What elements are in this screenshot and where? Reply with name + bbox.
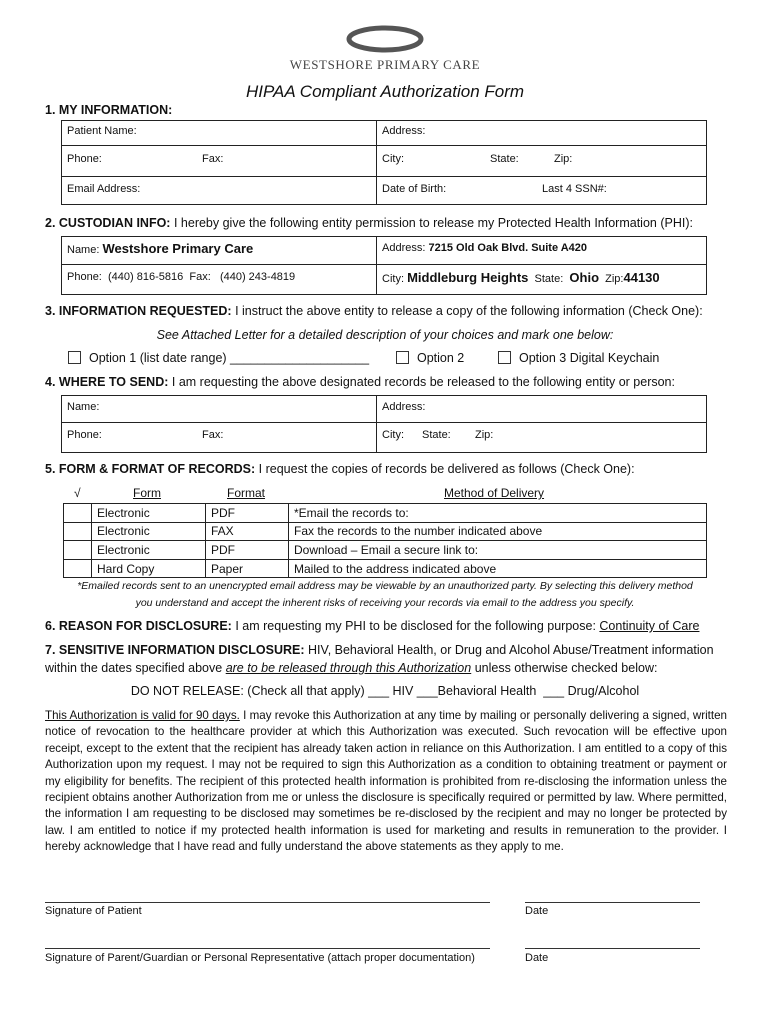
section7-heading: 7. SENSITIVE INFORMATION DISCLOSURE: HIV, Behavioral Health, or Drug and Alcohol Abuse/Treatment information: [45, 643, 714, 657]
recipient-phone-fax-field[interactable]: Phone: Fax:: [62, 423, 377, 453]
form-title: HIPAA Compliant Authorization Form: [245, 82, 525, 101]
patient-address-field[interactable]: Address:: [377, 121, 707, 146]
option1-box-icon: [68, 351, 81, 364]
disclosure-purpose: Continuity of Care: [599, 619, 700, 633]
section6-heading: 6. REASON FOR DISCLOSURE: I am requesting my PHI to be disclosed for the following purpose: Continuity of Care: [45, 619, 700, 633]
patient-phone-fax-field[interactable]: Phone: Fax:: [62, 146, 377, 177]
section5-heading: 5. FORM & FORMAT OF RECORDS: I request the copies of records be delivered as follows (Check One):: [45, 462, 635, 476]
check-column-header: √: [74, 486, 81, 500]
email-disclaimer-line2: you understand and accept the inherent risks of receiving your records via email to the address you specify.: [135, 597, 635, 609]
authorization-paragraph: This Authorization is valid for 90 days. I may revoke this Authorization at any time by mailing or personally delivering a signed, written notice of revocation to the healthcare provider at which this Authorization was executed. Such revocation will be effective upon receipt, except to the extent that the recipient has already taken action in reliance on this Authorization. I am entitled to a copy of this Authorization upon my request. I may not be required to sign this Authorization as a condition to obtaining treatment or payment or my eligibility for benefits. The recipient of this protected health information is prohibited from re-disclosing the information unless the recipient obtains another Authorization from me or unless the disclosure is specifically required or permitted by law. Where permitted, the information I am requesting to be disclosed may sometimes be re-disclosed by the recipient and may no longer be protected by law. I am entitled to notice if my protected health information is used for marketing and results in remuneration to the provider. I hereby acknowledge that I have read and fully understand the above statements as they apply to me.: [45, 709, 727, 854]
delivery-row[interactable]: Electronic PDF Download – Email a secure link to:: [64, 541, 707, 560]
delivery-check-cell[interactable]: [64, 541, 92, 560]
patient-signature-line[interactable]: [45, 902, 490, 903]
section3-note: See Attached Letter for a detailed description of your choices and mark one below:: [156, 328, 614, 342]
patient-email-field[interactable]: Email Address:: [62, 177, 377, 205]
delivery-row[interactable]: Hard Copy Paper Mailed to the address indicated above: [64, 559, 707, 578]
option2-box-icon: [396, 351, 409, 364]
section3-heading: 3. INFORMATION REQUESTED: I instruct the above entity to release a copy of the following information (Check One):: [45, 304, 703, 318]
format-column-header: Format: [227, 486, 266, 500]
recipient-name-field[interactable]: Name:: [62, 396, 377, 423]
patient-city-state-zip-field[interactable]: City: State: Zip:: [377, 146, 707, 177]
patient-date-label: Date: [525, 905, 549, 917]
section7-text: within the dates specified above are to be released through this Authorization unless otherwise checked below:: [45, 661, 658, 675]
patient-name-field[interactable]: Patient Name:: [62, 121, 377, 146]
guardian-date-label: Date: [525, 952, 549, 964]
option2-checkbox[interactable]: Option 2: [396, 351, 464, 365]
form-column-header: Form: [133, 486, 161, 500]
patient-signature-label: Signature of Patient: [45, 905, 142, 917]
patient-date-line[interactable]: [525, 902, 700, 903]
option3-box-icon: [498, 351, 511, 364]
option1-checkbox[interactable]: Option 1 (list date range) ____________________: [68, 351, 369, 365]
delivery-check-cell[interactable]: [64, 522, 92, 541]
option3-checkbox[interactable]: Option 3 Digital Keychain: [498, 351, 659, 365]
custodian-table: [61, 236, 707, 295]
westshore-logo-icon: [345, 24, 425, 54]
method-column-header: Method of Delivery: [444, 486, 545, 500]
delivery-check-cell[interactable]: [64, 559, 92, 578]
email-disclaimer-line1: *Emailed records sent to an unencrypted email address may be viewable by an unauthorized party. By selecting this delivery method: [77, 580, 693, 592]
my-information-table: [61, 120, 707, 205]
delivery-format-table: [63, 503, 707, 578]
custodian-address-field[interactable]: Address: 7215 Old Oak Blvd. Suite A420: [377, 237, 707, 265]
custodian-name-field[interactable]: Name: Westshore Primary Care: [62, 237, 377, 265]
section2-heading: 2. CUSTODIAN INFO: I hereby give the following entity permission to release my Protected Health Information (PHI):: [45, 216, 693, 230]
do-not-release-line[interactable]: DO NOT RELEASE: (Check all that apply) ___ HIV ___Behavioral Health ___ Drug/Alcohol: [130, 684, 640, 698]
section1-heading: 1. MY INFORMATION:: [45, 103, 173, 117]
custodian-phone-fax-field[interactable]: Phone: (440) 816-5816 Fax: (440) 243-4819: [62, 265, 377, 295]
recipient-address-field[interactable]: Address:: [377, 396, 707, 423]
org-name: WESTSHORE PRIMARY CARE: [289, 57, 481, 72]
delivery-check-cell[interactable]: [64, 504, 92, 523]
patient-dob-ssn-field[interactable]: Date of Birth: Last 4 SSN#:: [377, 177, 707, 205]
recipient-city-state-zip-field[interactable]: City: State: Zip:: [377, 423, 707, 453]
delivery-row[interactable]: Electronic PDF *Email the records to:: [64, 504, 707, 523]
section4-heading: 4. WHERE TO SEND: I am requesting the above designated records be released to the following entity or person:: [45, 375, 675, 389]
guardian-date-line[interactable]: [525, 948, 700, 949]
guardian-signature-line[interactable]: [45, 948, 490, 949]
delivery-row[interactable]: Electronic FAX Fax the records to the number indicated above: [64, 522, 707, 541]
guardian-signature-label: Signature of Parent/Guardian or Personal Representative (attach proper documentation): [45, 952, 475, 964]
where-to-send-table: [61, 395, 707, 453]
custodian-city-state-zip-field[interactable]: City: Middleburg Heights State: Ohio Zip:44130: [377, 265, 707, 295]
